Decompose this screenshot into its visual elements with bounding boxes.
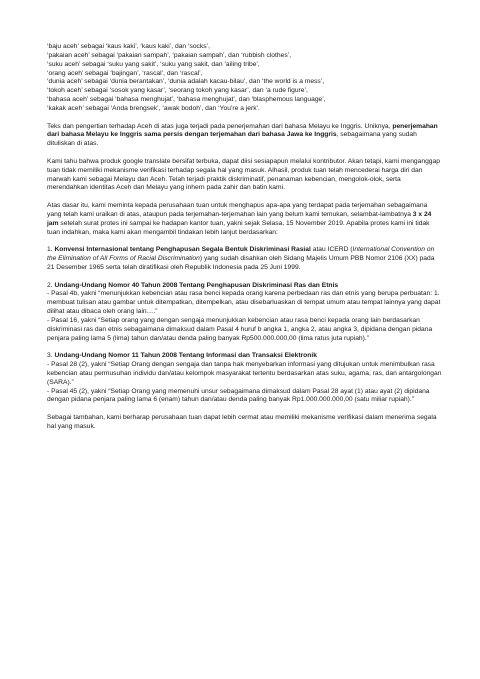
emphasis-text: penerjemahan dari bahasa Melayu ke Inggris sama persis dengan terjemahan dari bahasa Jawa ke Inggris	[47, 122, 438, 139]
item-number: 2.	[47, 281, 55, 289]
translation-item: ‘bahasa aceh’ sebagai ‘bahasa menghujat’, ‘bahasa menghujat’, dan ‘blasphemous language’,	[47, 96, 326, 104]
paragraph-text: setelah surat protes ini sampai ke hadapan kantor tuan, yakni sejak Selasa, 15 November 2019. Apabila protes kami ini tidak tuan indahkan, maka kami akan mengambil tindakan lebih lanjut berdasarkan:	[47, 219, 430, 236]
paragraph-text: Atas dasar itu, kami meminta kepada perusahaan tuan untuk menghapus apa-apa yang terdapat pada terjemahan sebagaimana yang telah kami uraikan di atas, ataupun pada terjemahan-terjemahan lain yang belum kami temukan, selambat-lambatnya	[47, 202, 428, 218]
item-number: 3.	[47, 352, 55, 360]
paragraph-request	[47, 202, 443, 237]
paragraph-melayu-translation	[47, 123, 443, 150]
translation-item: ‘kakak aceh’ sebagai ‘Anda brengsek’, ‘awak bodoh’, dan ‘You’re a jerk’.	[47, 104, 260, 112]
item-title: Undang-Undang Nomor 11 Tahun 2008 Tentang Informasi dan Transaksi Elektronik	[54, 352, 317, 360]
paragraph-contributor: Kami tahu bahwa produk google translate bersifat terbuka, dapat diisi sesiapapun melalui kontributor. Akan tetapi, kami menganggap tuan tidak memiliki mekanisme verifikasi terhadap segala hal yang masuk. Alhasil, produk tuan telah mencederai harga diri dan marwah kami sebagai Melayu dan Aceh. Telah terjadi praktik diskriminatif, penanaman kebencian, mengolok-olok, serta merendahkan identitas Aceh dan Melayu yang inhern pada zahir dan batin kami.	[47, 157, 440, 192]
article-text: - Pasal 16, yakni “Setiap orang yang dengan sengaja menunjukkan kebencian atau rasa benci kepada orang lain berdasarkan diskriminasi ras dan etnis sebagaimana dimaksud dalam Pasal 4 huruf b angka 1, angka 2, atau angka 3, dipidana dengan pidana penjara paling lama 5 (lima) tahun dan/atau denda paling banyak Rp500.000.000,00 (lima ratus juta rupiah).”	[47, 316, 433, 342]
article-text: - Pasal 4b, yakni “menunjukkan kebencian atau rasa benci kepada orang karena perbedaan ras dan etnis yang berupa perbuatan: 1. membuat tulisan atau gambar untuk ditempatkan, ditempelkan, atau disebarluaskan di tempat umum atau tempat lainnya yang dapat dilihat atau dibaca oleh orang lain….”	[47, 290, 441, 316]
translation-item: ‘pakaian aceh’ sebagai ‘pakaian sampah’, ‘pakaian sampah’, dan ‘rubbish clothes’,	[47, 51, 292, 59]
paragraph-text: Teks dan pengertian terhadap Aceh di atas juga terjadi pada penerjemahan dari bahasa Melayu ke Inggris. Uniknya,	[47, 122, 393, 130]
translation-item: ‘dunia aceh’ sebagai ‘dunia berantakan’, ‘dunia adalah kacau-bilau’, dan ‘the world is a mess’,	[47, 78, 325, 86]
document-body	[47, 43, 443, 432]
item-italic-text: International Convention on the Elimination of All Forms of Racial Discrimination	[47, 246, 435, 263]
legal-item-2	[47, 282, 443, 344]
item-heading	[47, 282, 443, 291]
article-text: - Pasal 28 (2), yakni “Setiap Orang dengan sengaja dan tanpa hak menyebarkan informasi yang ditujukan untuk menimbulkan rasa kebencian atau permusuhan individu dan/atau kelompok masyarakat tertentu berdasarkan atas suku, agama, ras, dan antargolongan (SARA).”	[47, 361, 442, 386]
article-text: - Pasal 45 (2), yakni “Setiap Orang yang memenuhi unsur sebagaimana dimaksud dalam Pasal 28 ayat (1) atau ayat (2) dipidana dengan pidana penjara paling lama 6 (enam) tahun dan/atau denda paling banyak Rp1.000.000.000,00 (satu miliar rupiah).”	[47, 387, 430, 404]
item-text: ) yang sudah disahkan oleh Sidang Majelis Umum PBB Nomor 2106 (XX) pada 21 Desember 1965 serta telah diratifikasi oleh Republik Indonesia pada 25 Juni 1999.	[47, 255, 435, 271]
legal-item-3	[47, 352, 443, 405]
translation-item: ‘orang aceh’ sebagai ‘bajingan’, ‘rascal’, dan ‘rascal’,	[47, 69, 203, 77]
deadline-text: 3 x 24 jam	[47, 210, 432, 227]
legal-item-1	[47, 246, 443, 273]
item-text: atau ICERD (	[310, 246, 353, 254]
translation-item: ‘baju aceh’ sebagai ‘kaus kaki’, ‘kaus kaki’, dan ‘socks’,	[47, 43, 210, 50]
item-title: Undang-Undang Nomor 40 Tahun 2008 Tentang Penghapusan Diskriminasi Ras dan Etnis	[54, 281, 339, 289]
item-title: Konvensi Internasional tentang Penghapusan Segala Bentuk Diskriminasi Rasial	[54, 246, 311, 254]
translation-item: ‘tokoh aceh’ sebagai ‘sosok yang kasar’, ‘seorang tokoh yang kasar’, dan ‘a rude figure’,	[47, 87, 308, 95]
closing-paragraph: Sebagai tambahan, kami berharap perusahaan tuan dapat lebih cermat atau memiliki mekanisme verifikasi dalam menerima segala hal yang masuk.	[47, 414, 437, 430]
item-number: 1.	[47, 246, 55, 254]
paragraph-text: , sebagaimana yang sudah dituliskan di atas.	[47, 131, 417, 148]
item-heading	[47, 352, 443, 361]
translation-list	[47, 43, 443, 114]
translation-item: ‘suku aceh’ sebagai ‘suku yang sakit’, ‘suku yang sakit, dan ‘ailing tribe’,	[47, 60, 260, 68]
